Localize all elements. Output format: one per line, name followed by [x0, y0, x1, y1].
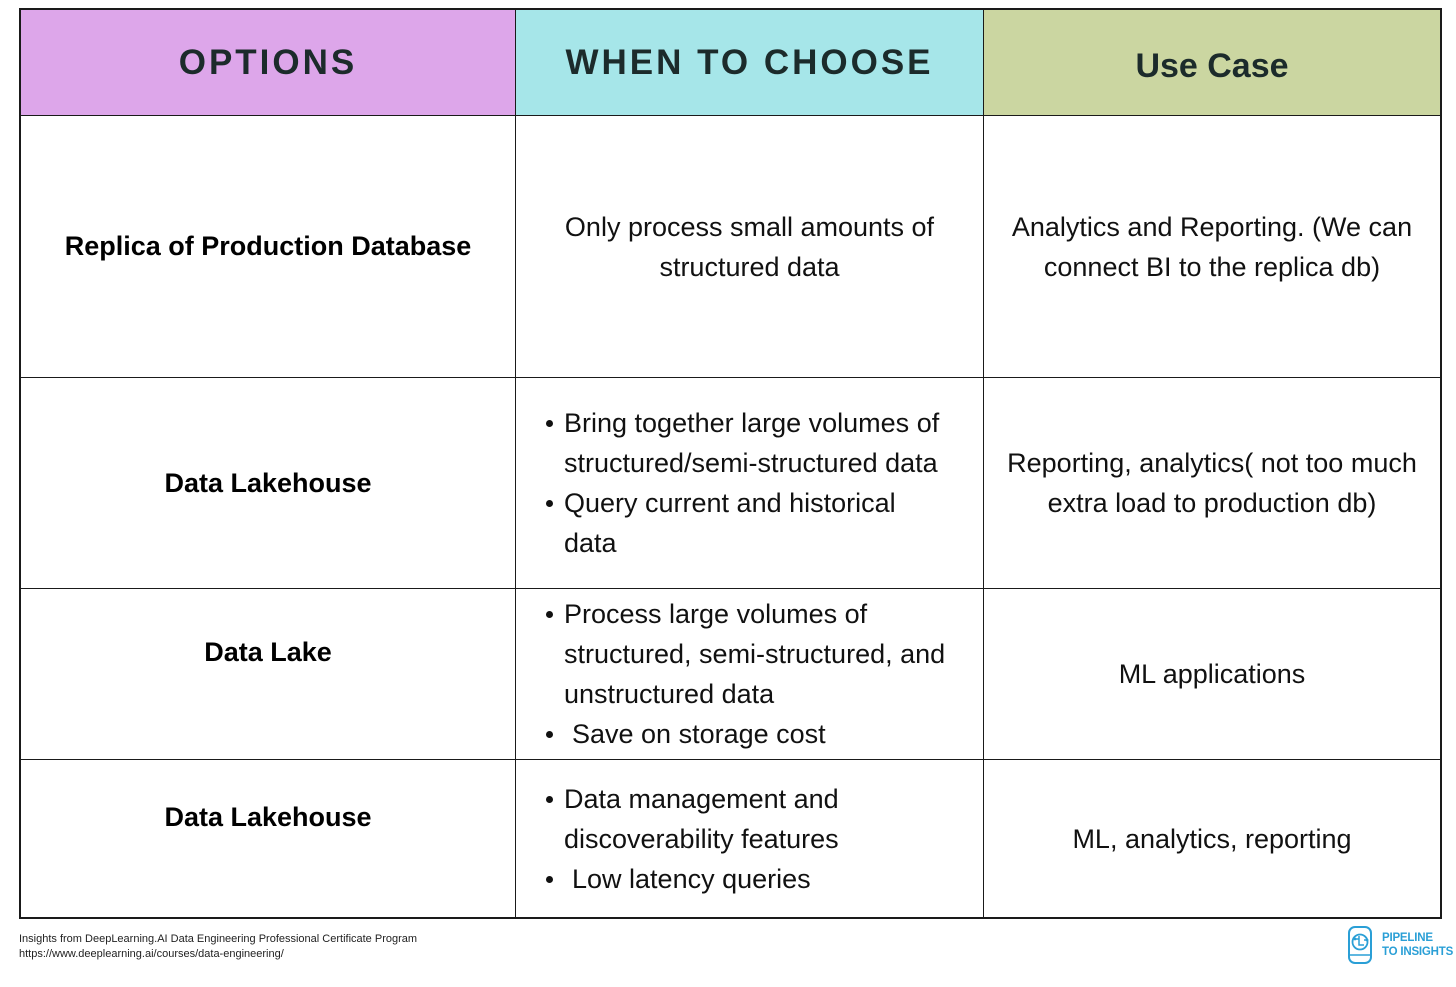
row-2-when-list: [544, 403, 939, 563]
row-3-when-list: [544, 594, 945, 754]
row-4-option: Data Lakehouse: [21, 760, 516, 917]
row-1-when: [516, 116, 984, 378]
list-item: Process large volumes of structured, semi-structured, and unstructured data: [544, 594, 945, 714]
row-1-when-line: Only process small amounts of: [564, 211, 935, 242]
row-4-when: [516, 760, 984, 917]
row-4-use-case-line: ML, analytics, reporting: [1072, 823, 1352, 854]
row-3-use-case: [984, 589, 1440, 760]
row-1-when-line: structured data: [659, 251, 840, 282]
row-4-use-case: [984, 760, 1440, 917]
row-4-when-list: [544, 779, 839, 899]
row-3-option: Data Lake: [21, 589, 516, 760]
row-2-use-case-line: Reporting, analytics( not too much: [1007, 448, 1417, 478]
logo-text-line: PIPELINE: [1382, 932, 1433, 944]
list-item: Data management and discoverability features: [544, 779, 839, 859]
row-1-use-case-line: Analytics and Reporting. (We can: [1011, 211, 1413, 242]
row-1-use-case-line: connect BI to the replica db): [1043, 251, 1381, 282]
list-item: Low latency queries: [544, 859, 839, 899]
row-3-use-case-line: ML applications: [1118, 659, 1306, 689]
header-when-to-choose: WHEN TO CHOOSE: [516, 10, 984, 116]
header-use-case: Use Case: [984, 10, 1440, 116]
logo-text-line: TO INSIGHTS: [1382, 946, 1454, 958]
list-item: Bring together large volumes of structured/semi-structured data: [544, 403, 939, 483]
header-options: OPTIONS: [21, 10, 516, 116]
source-footer: [19, 932, 417, 962]
row-1-use-case: [984, 116, 1440, 378]
row-2-when: [516, 378, 984, 589]
row-2-use-case: [984, 378, 1440, 589]
list-item: Save on storage cost: [544, 714, 945, 754]
row-1-option: Replica of Production Database: [21, 116, 516, 378]
brain-circuit-icon: [1346, 925, 1376, 965]
comparison-table: [19, 8, 1442, 919]
list-item: Query current and historical data: [544, 483, 939, 563]
row-2-option: Data Lakehouse: [21, 378, 516, 589]
footer-url: https://www.deeplearning.ai/courses/data-engineering/: [19, 948, 284, 960]
footer-source-line: Insights from DeepLearning.AI Data Engineering Professional Certificate Program: [19, 933, 418, 945]
row-2-use-case-line: extra load to production db): [1047, 488, 1377, 518]
pipeline-to-insights-logo: [1346, 925, 1453, 965]
row-3-when: [516, 589, 984, 760]
